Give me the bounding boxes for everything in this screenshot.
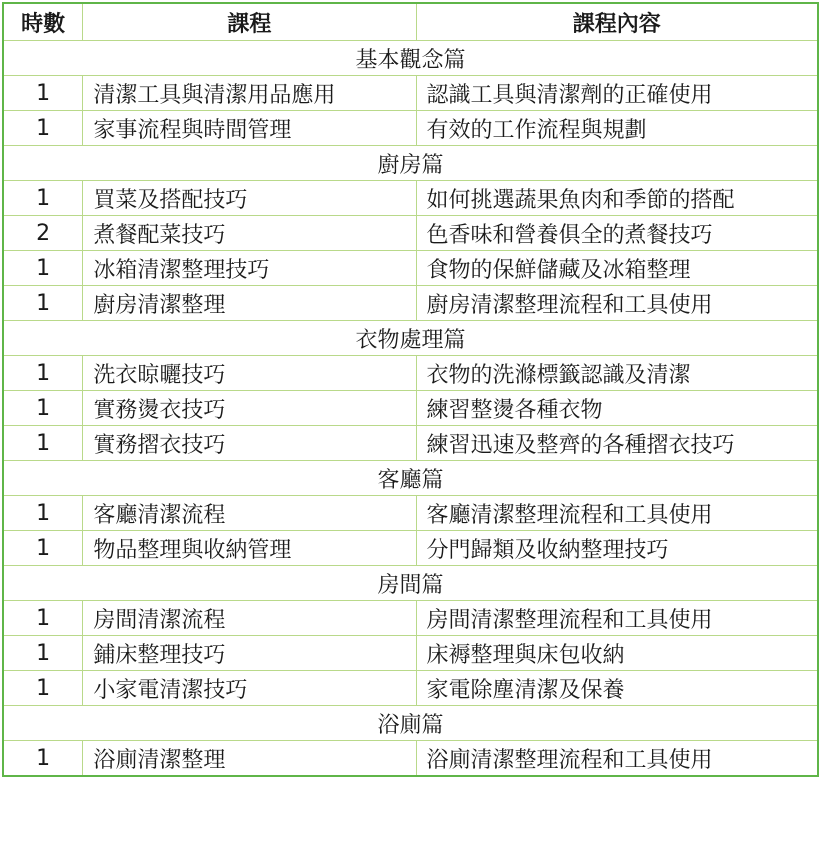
table-row (3, 181, 818, 216)
hours-cell: 1 (3, 531, 83, 566)
content-cell: 廚房清潔整理流程和工具使用 (416, 286, 818, 321)
header-row (3, 3, 818, 41)
table-row (3, 601, 818, 636)
hours-cell: 1 (3, 601, 83, 636)
content-cell: 練習整燙各種衣物 (416, 391, 818, 426)
content-cell: 衣物的洗滌標籤認識及清潔 (416, 356, 818, 391)
hours-cell: 1 (3, 251, 83, 286)
table-row (3, 251, 818, 286)
table-row (3, 496, 818, 531)
content-cell: 食物的保鮮儲藏及冰箱整理 (416, 251, 818, 286)
table-row (3, 531, 818, 566)
hours-cell: 1 (3, 636, 83, 671)
course-cell: 煮餐配菜技巧 (83, 216, 416, 251)
hours-cell: 1 (3, 181, 83, 216)
hours-cell: 1 (3, 286, 83, 321)
section-title: 客廳篇 (3, 461, 818, 496)
content-cell: 有效的工作流程與規劃 (416, 111, 818, 146)
content-cell: 如何挑選蔬果魚肉和季節的搭配 (416, 181, 818, 216)
table-row (3, 741, 818, 777)
course-cell: 物品整理與收納管理 (83, 531, 416, 566)
section-title: 基本觀念篇 (3, 41, 818, 76)
header-hours: 時數 (3, 3, 83, 41)
hours-cell: 1 (3, 671, 83, 706)
content-cell: 客廳清潔整理流程和工具使用 (416, 496, 818, 531)
hours-cell: 1 (3, 76, 83, 111)
content-cell: 家電除塵清潔及保養 (416, 671, 818, 706)
section-row (3, 566, 818, 601)
content-cell: 色香味和營養俱全的煮餐技巧 (416, 216, 818, 251)
section-row (3, 321, 818, 356)
header-course: 課程 (83, 3, 416, 41)
hours-cell: 1 (3, 426, 83, 461)
content-cell: 分門歸類及收納整理技巧 (416, 531, 818, 566)
hours-cell: 1 (3, 111, 83, 146)
table-row (3, 671, 818, 706)
table-row (3, 356, 818, 391)
table-row (3, 111, 818, 146)
hours-cell: 1 (3, 356, 83, 391)
table-body (3, 41, 818, 777)
section-row (3, 706, 818, 741)
course-cell: 浴廁清潔整理 (83, 741, 416, 777)
section-row (3, 146, 818, 181)
section-title: 房間篇 (3, 566, 818, 601)
course-cell: 鋪床整理技巧 (83, 636, 416, 671)
hours-cell: 1 (3, 391, 83, 426)
header-content: 課程內容 (416, 3, 818, 41)
content-cell: 浴廁清潔整理流程和工具使用 (416, 741, 818, 777)
table-row (3, 216, 818, 251)
course-cell: 清潔工具與清潔用品應用 (83, 76, 416, 111)
table-row (3, 426, 818, 461)
course-cell: 實務燙衣技巧 (83, 391, 416, 426)
course-cell: 小家電清潔技巧 (83, 671, 416, 706)
table-row (3, 286, 818, 321)
hours-cell: 1 (3, 496, 83, 531)
content-cell: 房間清潔整理流程和工具使用 (416, 601, 818, 636)
hours-cell: 2 (3, 216, 83, 251)
content-cell: 練習迅速及整齊的各種摺衣技巧 (416, 426, 818, 461)
section-title: 浴廁篇 (3, 706, 818, 741)
section-title: 衣物處理篇 (3, 321, 818, 356)
course-cell: 客廳清潔流程 (83, 496, 416, 531)
content-cell: 床褥整理與床包收納 (416, 636, 818, 671)
table-row (3, 76, 818, 111)
course-cell: 實務摺衣技巧 (83, 426, 416, 461)
course-cell: 冰箱清潔整理技巧 (83, 251, 416, 286)
course-cell: 家事流程與時間管理 (83, 111, 416, 146)
course-table (2, 2, 819, 777)
course-cell: 買菜及搭配技巧 (83, 181, 416, 216)
content-cell: 認識工具與清潔劑的正確使用 (416, 76, 818, 111)
hours-cell: 1 (3, 741, 83, 777)
table-row (3, 636, 818, 671)
course-cell: 洗衣晾曬技巧 (83, 356, 416, 391)
course-cell: 廚房清潔整理 (83, 286, 416, 321)
section-row (3, 41, 818, 76)
table-row (3, 391, 818, 426)
section-title: 廚房篇 (3, 146, 818, 181)
course-cell: 房間清潔流程 (83, 601, 416, 636)
section-row (3, 461, 818, 496)
